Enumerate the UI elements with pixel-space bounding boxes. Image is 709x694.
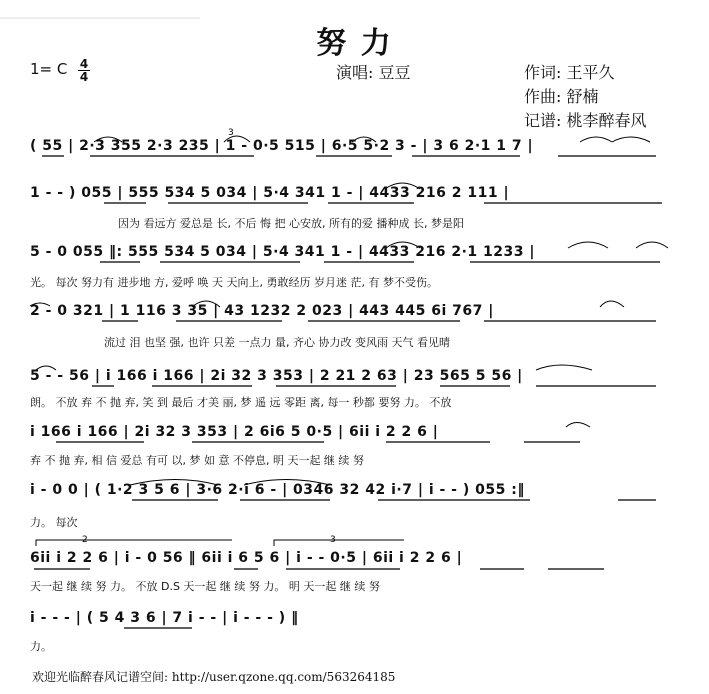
- score-row-3-lyrics: 光。 每次 努力有 进步地 方, 爱呼 唤 天 天向上, 勇敢经历 岁月迷 茫, 有 梦不受伤。: [30, 276, 438, 289]
- transcriber: 记谱: 桃李醉春风: [524, 111, 647, 130]
- score-row-2-notes: 1 - - ) 055 | 555 534 5 034 | 5·4 341 1 - | 4433 216 2 111 |: [30, 185, 510, 201]
- composer: 作曲: 舒楠: [524, 87, 599, 106]
- score-row-8-lyrics: 天一起 继 续 努 力。 不放 D.S 天一起 继 续 努 力。 明 天一起 继 续 努: [30, 580, 380, 593]
- svg-text:3: 3: [228, 128, 234, 138]
- score-row-4-lyrics: 流过 泪 也坚 强, 也许 只差 一点力 量, 齐心 协力改 变风雨 天气 看见晴: [104, 336, 450, 349]
- score-row-3-notes: 5 - 0 055 ‖: 555 534 5 034 | 5·4 341 1 - | 4433 216 2·1 1233 |: [30, 244, 536, 260]
- time-signature-bottom: 4: [79, 70, 89, 84]
- score-row-8-notes: 6ii i 2 2 6 | i - 0 56 ‖ 6ii i 6 5 6 | i - - 0·5 | 6ii i 2 2 6 |: [30, 550, 463, 566]
- score-row-5-lyrics: 朗。 不放 弃 不 抛 弃, 笑 到 最后 才美 丽, 梦 遥 远 零距 离, 每一 秒都 要努 力。 不放: [30, 396, 452, 409]
- time-signature: [78, 58, 90, 83]
- key-signature: 1= C: [30, 60, 68, 78]
- volta-brackets: [36, 540, 404, 546]
- svg-text:3: 3: [330, 535, 336, 545]
- score-row-9-notes: i - - - | ( 5 4 3 6 | 7 i - - | i - - - ) ‖: [30, 610, 299, 626]
- score-row-1-notes: ( 55 | 2·3 355 2·3 235 | 1 - 0·5 515 | 6·5 5·2 3 - | 3 6 2·1 1 7 |: [30, 138, 534, 154]
- score-row-7-notes: i - 0 0 | ( 1·2 3 5 6 | 3·6 2·i 6 - | 0346 32 42 i·7 | i - - ) 055 :‖: [30, 482, 525, 498]
- score-row-6-lyrics: 弃 不 抛 弃, 相 信 爱总 有可 以, 梦 如 意 不停息, 明 天一起 继 续 努: [30, 454, 364, 467]
- score-row-7-lyrics: 力。 每次: [30, 516, 78, 529]
- song-title: 努 力: [316, 26, 393, 61]
- score-row-2-lyrics: 因为 看远方 爱总是 长, 不后 悔 把 心安放, 所有的爱 播种成 长, 梦是阳: [118, 217, 464, 230]
- singer: 演唱: 豆豆: [336, 63, 411, 82]
- footer-credit: 欢迎光临醉春风记谱空间: http://user.qzone.qq.com/563264185: [32, 670, 396, 684]
- score-row-4-notes: 2 - 0 321 | 1 116 3 35 | 43 1232 2 023 | 443 445 6i 767 |: [30, 303, 494, 319]
- lyricist: 作词: 王平久: [524, 63, 615, 82]
- score-row-5-notes: 5 - - 56 | i 166 i 166 | 2i 32 3 353 | 2 21 2 63 | 23 565 5 56 |: [30, 368, 523, 384]
- score-row-6-notes: i 166 i 166 | 2i 32 3 353 | 2 6i6 5 0·5 | 6ii i 2 2 6 |: [30, 424, 439, 440]
- svg-text:2: 2: [82, 535, 88, 545]
- time-signature-top: 4: [79, 57, 89, 71]
- score-row-9-lyrics: 力。: [30, 640, 52, 653]
